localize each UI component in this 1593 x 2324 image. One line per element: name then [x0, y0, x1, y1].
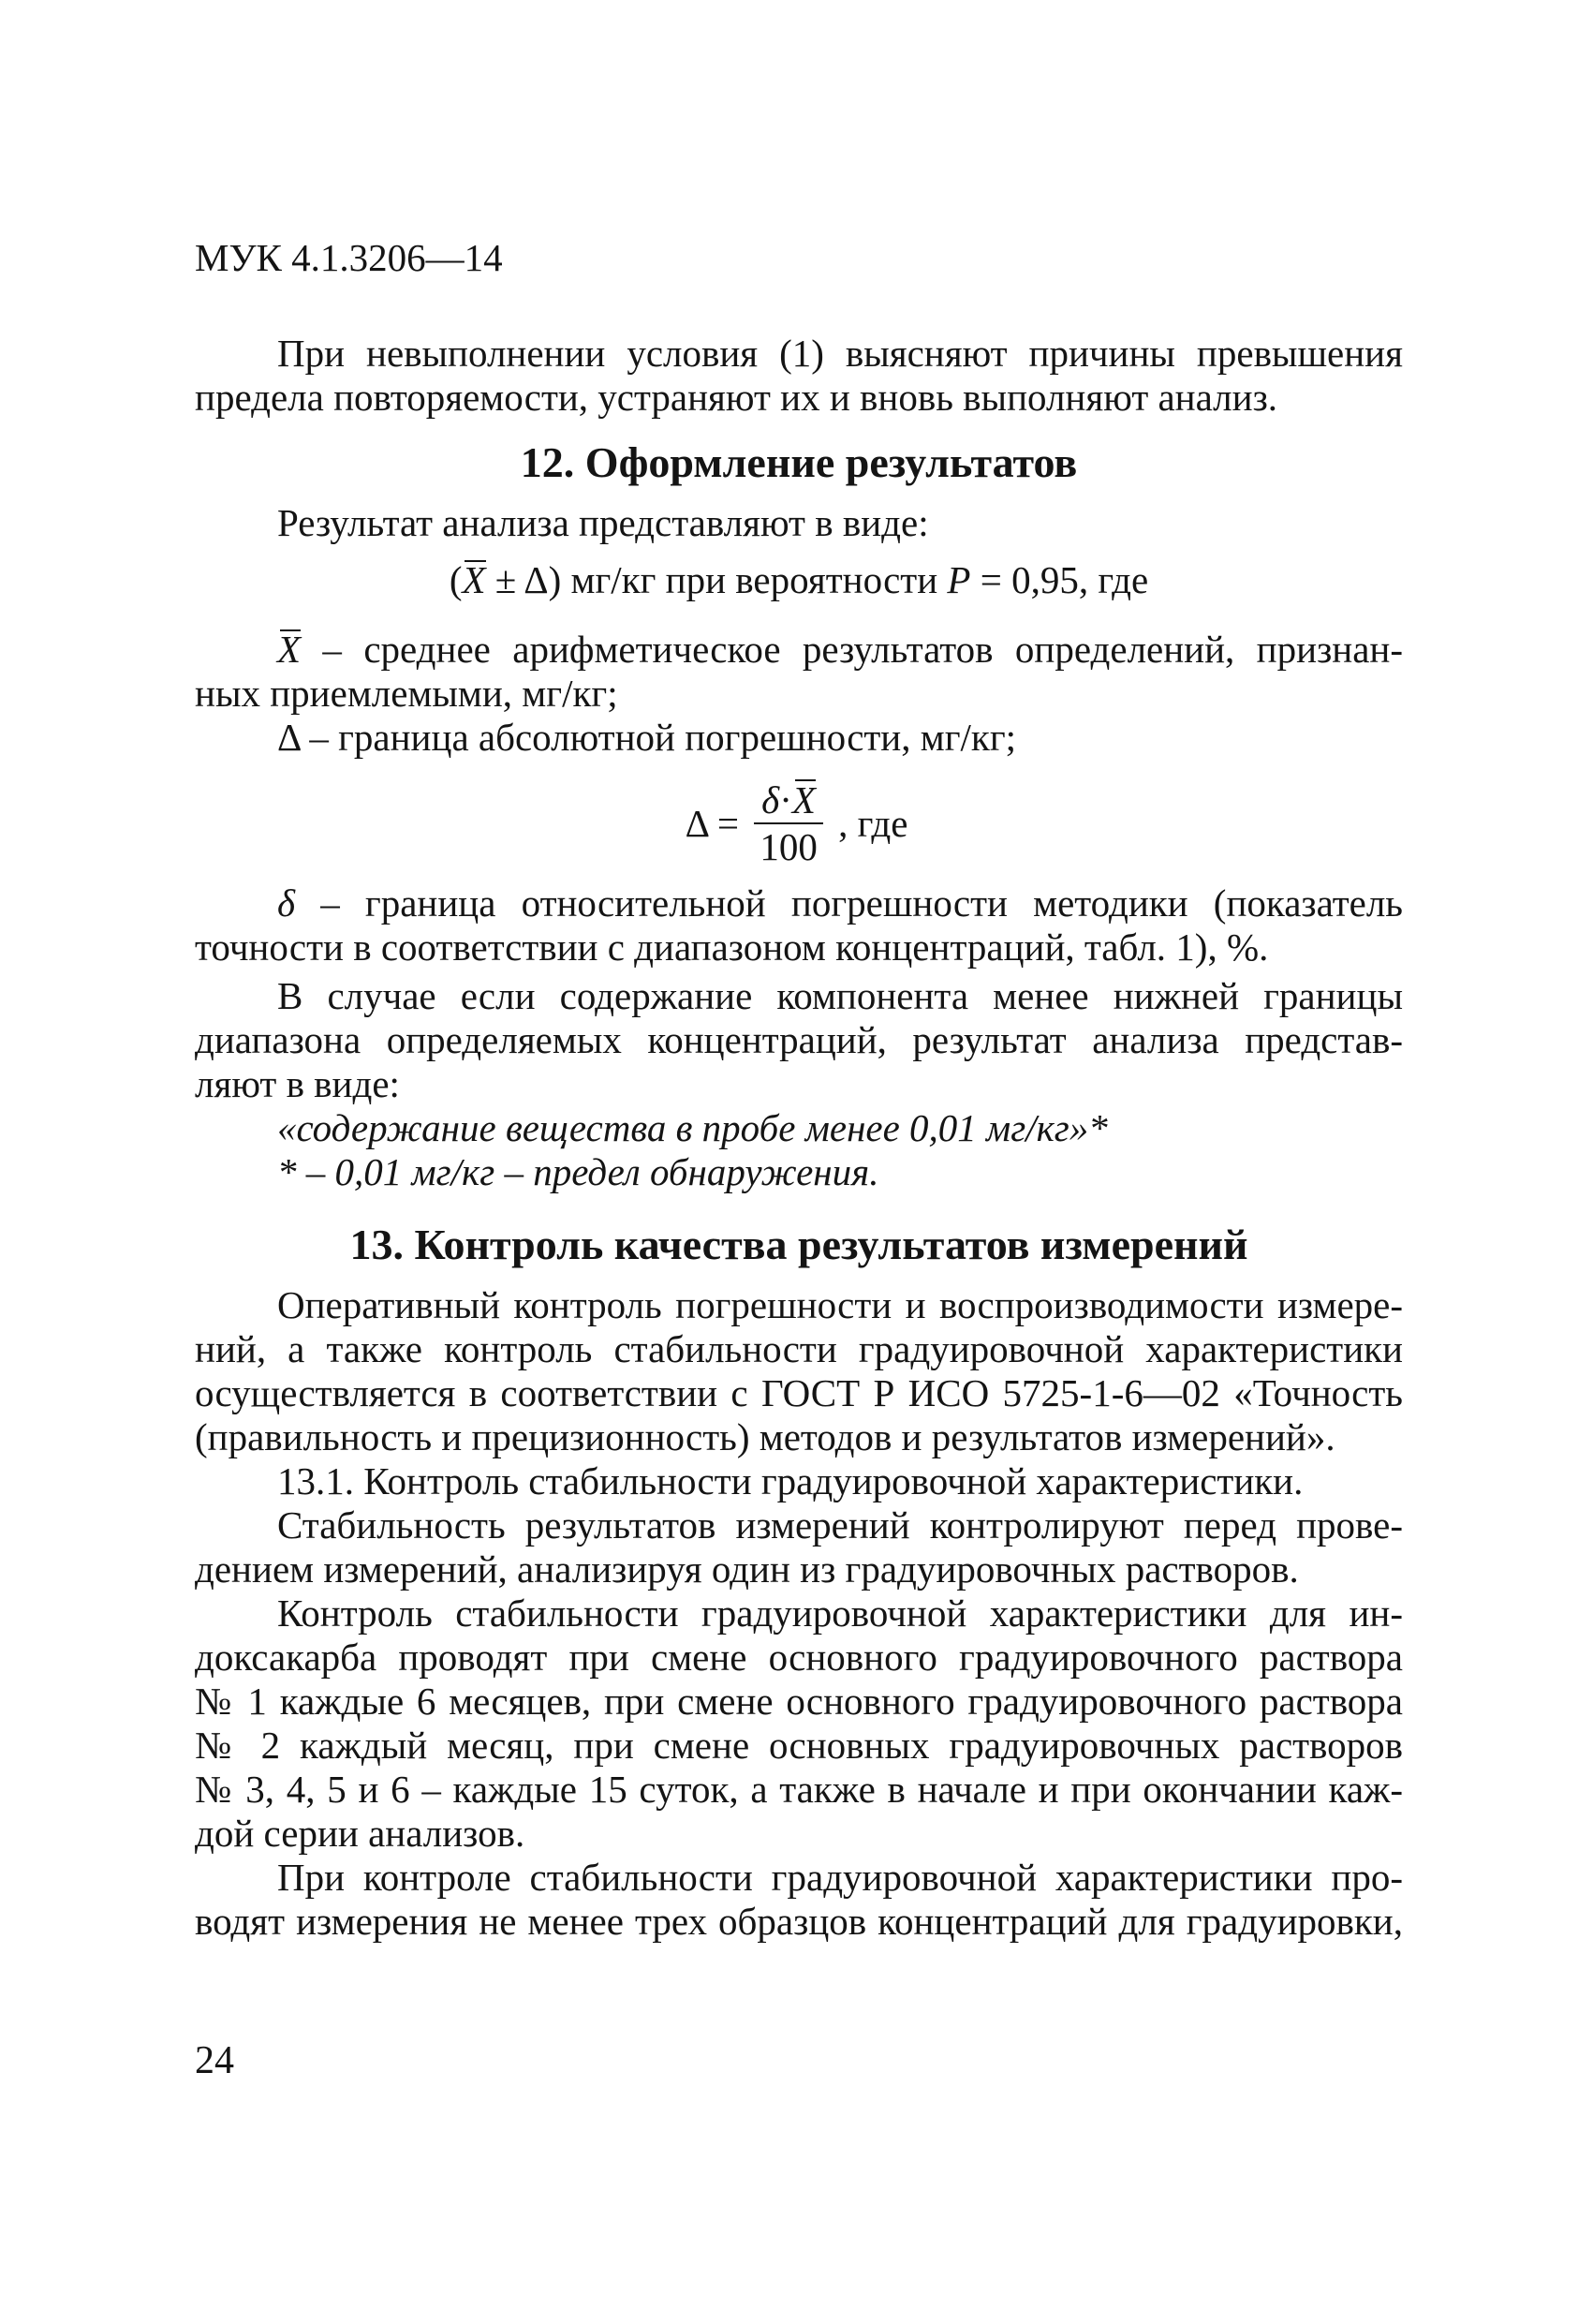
detection-limit-footnote: * – 0,01 мг/кг – предел обнаружения. [277, 1150, 879, 1193]
section-13-body [195, 1283, 1403, 1944]
p5-line: При контроле стабильности градуировочной характеристики про- [277, 1856, 1403, 1899]
case-quote: «содержание вещества в пробе менее 0,01 мг/кг»* [277, 1106, 1108, 1149]
def-x-line [195, 628, 1403, 672]
document-code: МУК 4.1.3206—14 [195, 236, 503, 279]
def-delta-rel-line: точности в соответствии с диапазоном концентраций, табл. 1), %. [195, 925, 1269, 969]
p4-line: доксакарба проводят при смене основного градуировочного раствора [195, 1636, 1403, 1679]
intro-paragraph [195, 332, 1403, 420]
result-intro: Результат анализа представляют в виде: [277, 501, 929, 544]
section-12-heading: 12. Оформление результатов [520, 438, 1078, 486]
subsection-13-1: 13.1. Контроль стабильности градуировочной характеристики. [277, 1459, 1304, 1502]
formula-paren: ( [449, 558, 463, 601]
delta-formula-tail: , где [838, 801, 908, 845]
def-delta-line: Δ – граница абсолютной погрешности, мг/кг; [277, 716, 1017, 759]
p4-line: № 1 каждые 6 месяцев, при смене основного градуировочного раствора [195, 1680, 1403, 1723]
delta-formula [0, 777, 1593, 869]
p5-line: водят измерения не менее трех образцов концентраций для градуировки, [195, 1900, 1403, 1943]
result-formula [195, 558, 1403, 602]
case-line: В случае если содержание компонента менее нижней границы [277, 974, 1403, 1017]
p3-line: дением измерений, анализируя один из градуировочных растворов. [195, 1547, 1299, 1591]
def-x-text: – среднее арифметическое результатов определений, признан- [301, 628, 1403, 671]
p4-line: Контроль стабильности градуировочной характеристики для ин- [277, 1591, 1403, 1635]
section-13-heading: 13. Контроль качества результатов измерений [349, 1221, 1248, 1268]
x-bar-symbol: X [791, 778, 816, 822]
x-bar-symbol: X [277, 628, 302, 671]
def-delta-rel-line [195, 881, 1403, 925]
delta-lhs: Δ = [685, 801, 740, 845]
p1-line: осуществляется в соответствии с ГОСТ Р ИСО 5725-1-6—02 «Точность [195, 1371, 1403, 1414]
formula-middle: ± Δ) мг/кг при вероятности [485, 558, 938, 601]
delta-rel-symbol: δ [277, 881, 296, 925]
fraction-numerator [754, 777, 823, 824]
p1-line: ний, а также контроль стабильности градуировочной характеристики [195, 1327, 1403, 1370]
case-line: диапазона определяемых концентраций, результат анализа представ- [195, 1018, 1403, 1061]
intro-line: предела повторяемости, устраняют их и вновь выполняют анализ. [195, 376, 1278, 419]
p4-line: № 3, 4, 5 и 6 – каждые 15 суток, а также в начале и при окончании каж- [195, 1768, 1403, 1811]
x-bar-symbol: X [462, 558, 486, 601]
intro-line: При невыполнении условия (1) выясняют причины превышения [277, 332, 1403, 375]
p1-line: Оперативный контроль погрешности и воспроизводимости измере- [277, 1283, 1403, 1326]
delta-fraction [754, 777, 823, 869]
page-number: 24 [195, 2039, 234, 2082]
def-x-line: ных приемлемыми, мг/кг; [195, 672, 618, 715]
delta-rel-symbol: δ [761, 778, 780, 822]
case-paragraph [195, 974, 1403, 1194]
p4-line: дой серии анализов. [195, 1812, 525, 1855]
fraction-denominator: 100 [760, 825, 818, 868]
multiply-dot: · [779, 778, 792, 822]
formula-p-symbol: P [947, 558, 971, 601]
case-line: ляют в виде: [195, 1062, 400, 1105]
def-delta-rel-text: – граница относительной погрешности методики (показатель [295, 881, 1403, 925]
formula-tail: = 0,95, где [970, 558, 1149, 601]
def-delta-rel-paragraph [195, 881, 1403, 970]
p4-line: № 2 каждый месяц, при смене основных градуировочных растворов [195, 1724, 1403, 1767]
def-x-paragraph [195, 628, 1403, 760]
p1-line: (правильность и прецизионность) методов и результатов измерений». [195, 1415, 1335, 1458]
p3-line: Стабильность результатов измерений контролируют перед прове- [277, 1503, 1403, 1547]
